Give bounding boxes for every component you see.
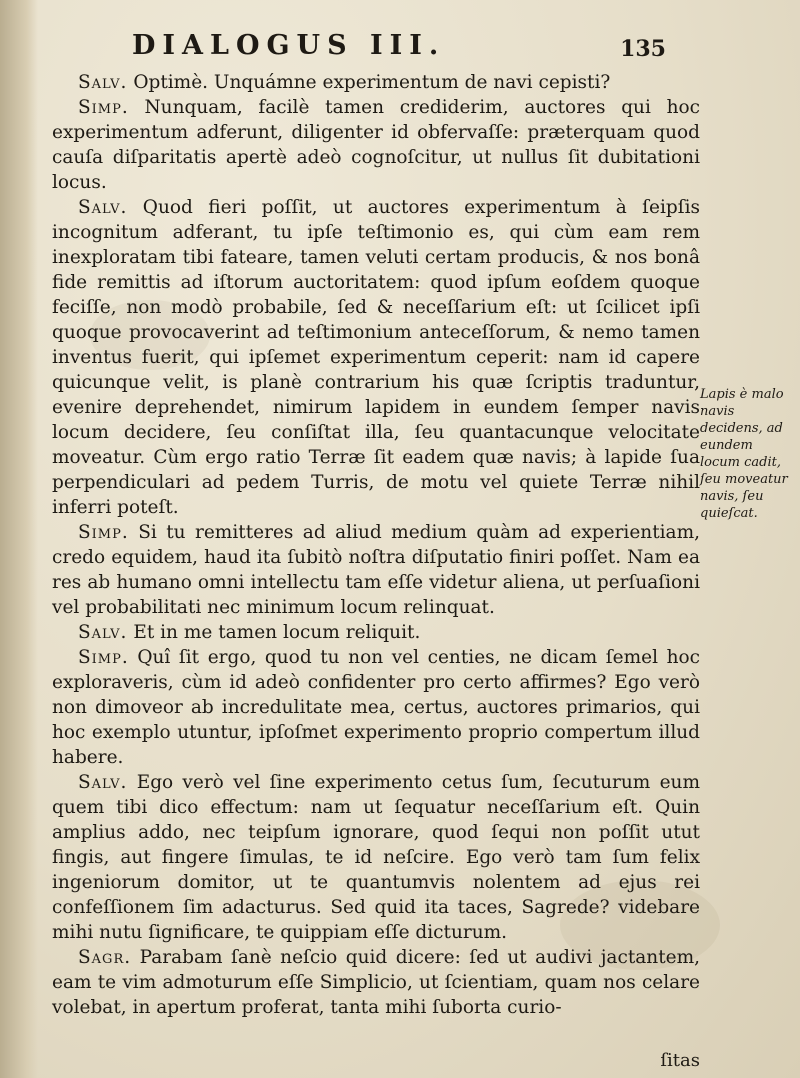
speaker-label: Salv. — [78, 772, 128, 793]
paragraph-text: Quod fieri poſſit, ut auctores experimentum à ſeipſis incognitum adferant, tu ipſe teſtimonio es, qui cùm eam rem inexploratam tibi fateare, tamen veluti certam producis, & nos bonâ fide remittis ad iſtorum auctoritatem: quod ipſum eoſdem quoque feciſſe, non modò probabile, ſed & neceſſarium eſt: ut ſcilicet ipſi quoque provocaverint ad teſtimonium anteceſſorum, & nemo tamen inventus fuerit, qui ipſemet experimentum ceperit: nam id capere quicunque velit, is planè contrarium his quæ ſcriptis traduntur, evenire deprehendet, nimirum lapidem in eundem ſemper navis locum decidere, ſeu conſiſtat illa, ſeu quantacunque velocitate moveatur. Cùm ergo ratio Terræ ſit eadem quæ navis; à lapide ſua perpendiculari ad pedem Turris, de motu vel quiete Terræ nihil inferri poteſt. — [52, 197, 700, 518]
speaker-label: Simp. — [78, 522, 129, 543]
speaker-label: Salv. — [78, 72, 128, 93]
paragraph — [52, 620, 700, 645]
paragraph — [52, 770, 700, 945]
paragraph-text: Ego verò vel ſine experimento cetus ſum, ſecuturum eum quem tibi dico effectum: nam ut ſequatur neceſſarium eſt. Quin amplius addo, nec teipſum ignorare, quod ſequi non poſſit utut fingis, aut fingere ſimulas, te id neſcire. Ego verò tam ſum felix ingeniorum domitor, ut te quantumvis nolentem ad ejus rei confeſſionem ſim adacturus. Sed quid ita taces, Sagrede? videbare mihi nutu ſignificare, te quippiam eſſe dicturum. — [52, 772, 700, 943]
paragraph — [52, 70, 700, 95]
paragraph-text: Si tu remitteres ad aliud medium quàm ad experientiam, credo equidem, haud ita ſubitò noſtra diſputatio finiri poſſet. Nam ea res ab humano omni intellectu tam eſſe videtur aliena, ut perſuaſioni vel probabilitati nec minimum locum relinquat. — [52, 522, 700, 618]
paragraph-text: Nunquam, facilè tamen crediderim, auctores qui hoc experimentum adferunt, diligenter id obfervaſſe: præterquam quod cauſa diſparitatis apertè adeò cognoſcitur, ut nullus ſit dubitationi locus. — [52, 97, 700, 193]
paragraph — [52, 520, 700, 620]
paragraph-text: Optimè. Unquámne experimentum de navi cepisti? — [133, 72, 611, 93]
catchword: ſitas — [660, 1050, 700, 1071]
paragraph — [52, 95, 700, 195]
paragraph-text: Quî ſit ergo, quod tu non vel centies, ne dicam ſemel hoc exploraveris, cùm id adeò confidenter pro certo affirmes? Ego verò non dimoveor ab incredulitate mea, certus, auctores primarios, qui hoc exemplo utuntur, ipſoſmet experimento proprio compertum illud habere. — [52, 647, 700, 768]
paragraph-text: Parabam ſanè neſcio quid dicere: ſed ut audivi jactantem, eam te vim admoturum eſſe Simplicio, ut ſcientiam, quam nos celare volebat, in apertum proferat, tanta mihi ſuborta curio- — [52, 947, 701, 1018]
speaker-label: Simp. — [78, 647, 129, 668]
paragraph-text: Et in me tamen locum reliquit. — [133, 622, 421, 643]
page-header — [96, 26, 666, 66]
paragraph — [52, 645, 700, 770]
speaker-label: Simp. — [78, 97, 129, 118]
margin-note: Lapis è malo navis decidens, ad eundem locum cadit, ſeu moveatur navis, ſeu quieſcat. — [700, 387, 788, 521]
paragraph — [52, 945, 700, 1020]
speaker-label: Salv. — [78, 197, 128, 218]
page-gutter-shadow — [0, 0, 38, 1078]
speaker-label: Salv. — [78, 622, 128, 643]
speaker-label: Sagr. — [78, 947, 132, 968]
running-head: DIALOGUS III. — [132, 30, 446, 61]
body-text — [52, 70, 700, 1020]
page-number: 135 — [620, 36, 666, 62]
paragraph — [52, 195, 700, 520]
